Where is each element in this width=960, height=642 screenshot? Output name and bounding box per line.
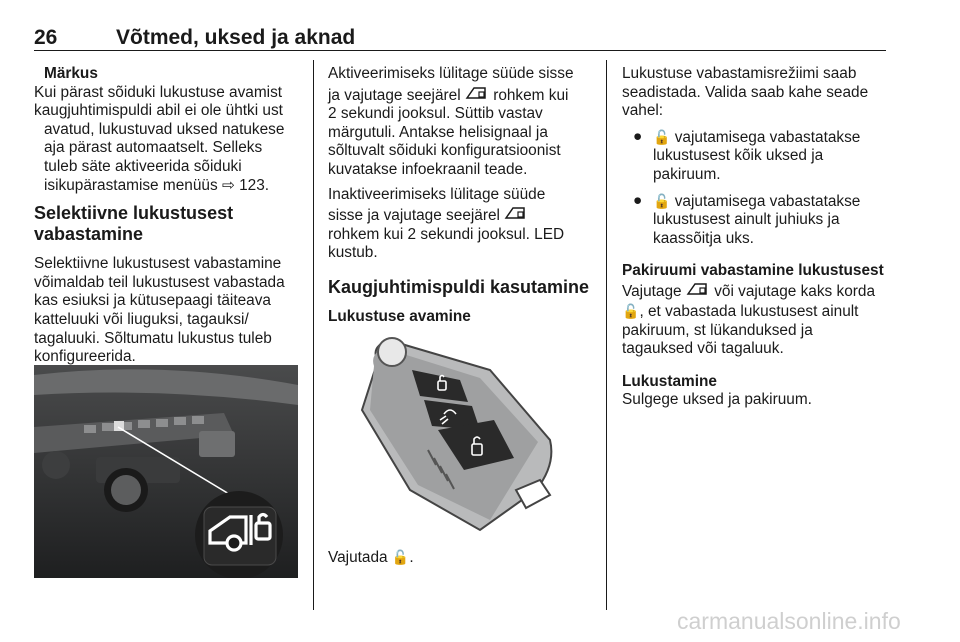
note-label: Märkus (44, 65, 98, 82)
activation-paragraph: Aktiveerimiseks lülitage süüde sisse ja vajutage seejärel rohkem kui 2 sekundi jooksul. Süttib vastav märgutuli. Antakse helisignaal ja sõltuvalt sõiduki konfiguratsioonist kuvatakse infoekraanil teade. (328, 65, 574, 178)
column-divider-1 (313, 60, 314, 610)
column-2 (328, 65, 590, 326)
fob-caption: Vajutada 🔓. (328, 549, 414, 566)
column-divider-2 (606, 60, 607, 610)
trunk-key-icon (686, 280, 710, 301)
selective-unlock-paragraph: Selektiivne lukustusest vabastamine võimaldab teil lukustusest vabastada kas esiuksi ja kütusepaagi täiteava katteluuki või liuguksi, tagauksi/ tagaluuki. Sõltumatu lukustus tuleb konfigureerida. (34, 255, 285, 366)
note-line: tuleb säte aktiveerida sõiduki (44, 157, 242, 175)
subheading-locking: Lukustamine (622, 372, 717, 390)
unlock-icon: 🔓 (653, 128, 671, 145)
note-line: kaugjuhtimispuldi abil ei ole ühtki ust (34, 102, 283, 120)
dashboard-button-photo (34, 365, 298, 578)
note-line: avatud, lukustuvad uksed natukese (44, 120, 285, 138)
reference-arrow-icon: ⇨ (221, 176, 235, 194)
locking-section: Lukustamine Sulgege uksed ja pakiruum. (622, 373, 888, 410)
column-1 (34, 65, 302, 373)
trunk-key-icon (465, 84, 489, 105)
note-line: isikupärastamise menüüs ⇨ 123. (44, 176, 270, 194)
unlock-icon: 🔓 (653, 192, 671, 209)
column-3 (622, 65, 888, 409)
list-item: ● 🔓 vajutamisega vabastatakse lukustusest ainult juhiuks ja kaassõitja uks. (633, 191, 861, 247)
list-item: ● 🔓 vajutamisega vabastatakse lukustusest kõik uksed ja pakiruum. (633, 127, 861, 183)
key-fob-illustration (340, 330, 570, 535)
section-heading-selective-unlock: Selektiivne lukustusest vabastamine (34, 203, 234, 245)
unlock-icon: 🔓 (391, 549, 410, 565)
deactivation-paragraph: Inaktiveerimiseks lülitage süüde sisse ja vajutage seejärel rohkem kui 2 sekundi jooksul. LED kustub. (328, 185, 565, 262)
subheading-unlocking: Lukustuse avamine (328, 307, 471, 325)
page-title: Võtmed, uksed ja aknad (116, 26, 356, 49)
section-heading-remote: Kaugjuhtimispuldi kasutamine (328, 276, 590, 297)
bullet-icon: ● (633, 127, 643, 145)
note-line: Kui pärast sõiduki lukustuse avamist (34, 83, 283, 101)
unlock-icon: 🔓 (622, 302, 640, 319)
note-block (34, 65, 302, 195)
page-number: 26 (34, 26, 58, 49)
note-line: aja pärast automaatselt. Selleks (44, 139, 263, 157)
watermark: carmanualsonline.info (677, 608, 901, 634)
page-reference-link[interactable]: 123. (239, 176, 270, 194)
unlock-mode-intro: Lukustuse vabastamisrežiimi saab seadistada. Valida saab kahe seade vahel: (622, 65, 869, 120)
trunk-unlock-section: Pakiruumi vabastamine lukustusest Vajutage või vajutage kaks korda 🔓, et vabastada lukustusest ainult pakiruum, st lükanduksed ja tagauksed või tagaluuk. (622, 262, 888, 358)
subheading-trunk-unlock: Pakiruumi vabastamine lukustusest (622, 262, 884, 280)
trunk-key-icon (504, 204, 528, 225)
page-header (34, 26, 886, 51)
bullet-icon: ● (633, 191, 643, 209)
